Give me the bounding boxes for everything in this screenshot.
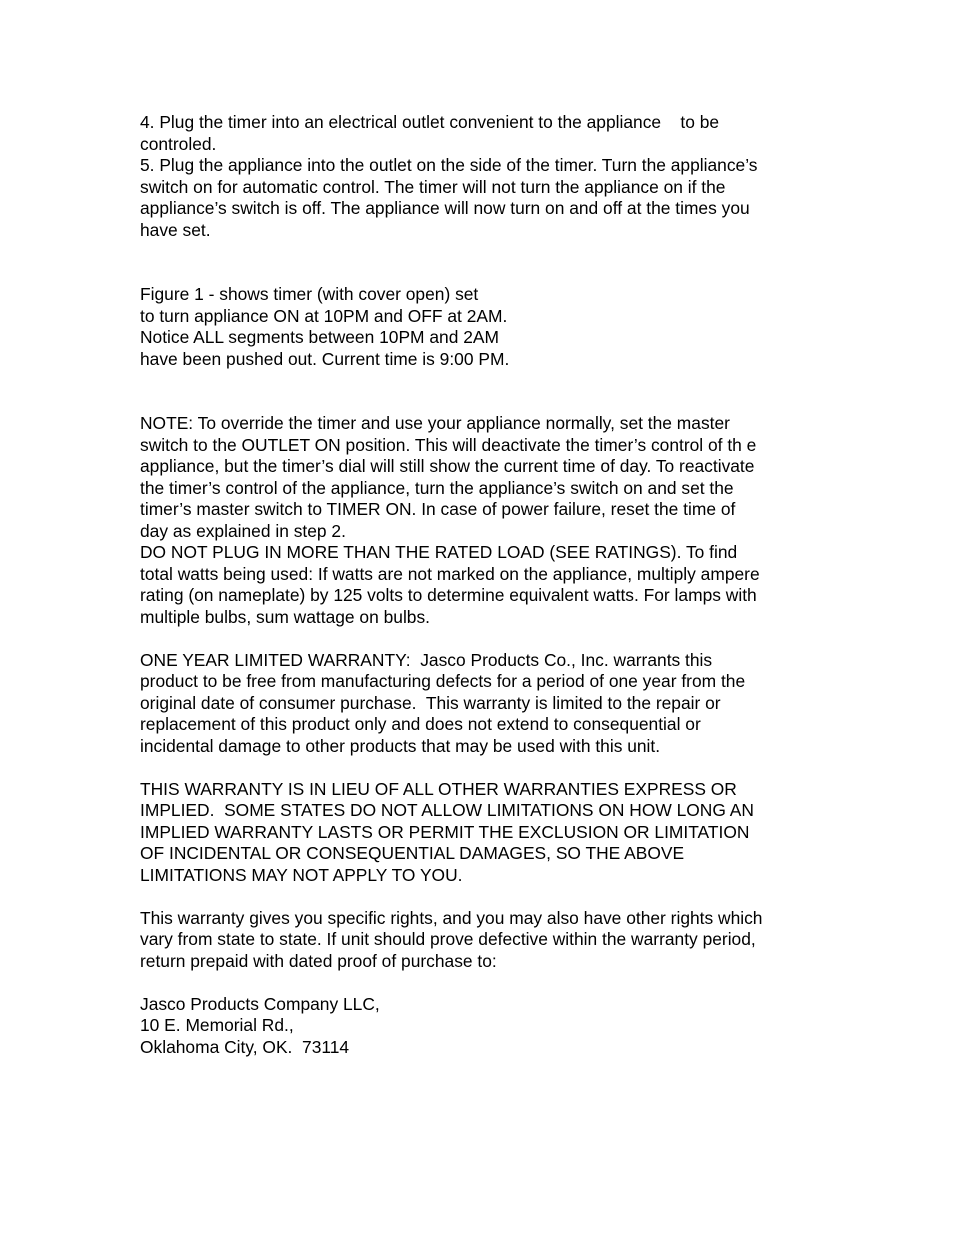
- spacer: [140, 241, 830, 284]
- document-body: [140, 112, 830, 1058]
- text-line: product to be free from manufacturing defects for a period of one year from the: [140, 671, 746, 691]
- text-line: IMPLIED. SOME STATES DO NOT ALLOW LIMITATIONS ON HOW LONG AN: [140, 800, 754, 820]
- text-line: This warranty gives you specific rights, and you may also have other rights which: [140, 907, 763, 928]
- text-line: switch on for automatic control. The timer will not turn the appliance on if the: [140, 176, 726, 197]
- text-line: multiple bulbs, sum wattage on bulbs.: [140, 606, 431, 627]
- text-line: to turn appliance ON at 10PM and OFF at 2AM.: [140, 305, 508, 326]
- text-line: OF INCIDENTAL OR CONSEQUENTIAL DAMAGES, SO THE ABOVE: [140, 843, 685, 863]
- text-line: appliance’s switch is off. The appliance will now turn on and off at the times you: [140, 198, 750, 218]
- text-line: return prepaid with dated proof of purchase to:: [140, 950, 497, 971]
- text-line: the timer’s control of the appliance, turn the appliance’s switch on and set the: [140, 477, 734, 498]
- spacer: [140, 886, 830, 908]
- warranty-paragraph: [140, 650, 830, 758]
- text-line: Figure 1 - shows timer (with cover open) set: [140, 284, 479, 304]
- step-4-paragraph: [140, 112, 830, 155]
- disclaimer-paragraph: [140, 779, 830, 887]
- spacer: [140, 628, 830, 650]
- text-line: appliance, but the timer’s dial will still show the current time of day. To reactivate: [140, 456, 755, 476]
- load-warning-paragraph: [140, 542, 830, 628]
- text-line: original date of consumer purchase. This warranty is limited to the repair or: [140, 692, 721, 713]
- address-line: Oklahoma City, OK. 73114: [140, 1036, 350, 1057]
- note-paragraph: [140, 413, 830, 542]
- text-line: IMPLIED WARRANTY LASTS OR PERMIT THE EXCLUSION OR LIMITATION: [140, 821, 750, 842]
- text-line: NOTE: To override the timer and use your appliance normally, set the master: [140, 413, 730, 433]
- text-line: have set.: [140, 219, 211, 240]
- text-line: DO NOT PLUG IN MORE THAN THE RATED LOAD (SEE RATINGS). To find: [140, 542, 738, 562]
- figure-caption: [140, 284, 830, 370]
- text-line: incidental damage to other products that may be used with this unit.: [140, 735, 661, 756]
- spacer: [140, 370, 830, 413]
- text-line: Notice ALL segments between 10PM and 2AM: [140, 327, 499, 347]
- mailing-address: [140, 994, 830, 1059]
- text-line: LIMITATIONS MAY NOT APPLY TO YOU.: [140, 864, 463, 885]
- spacer: [140, 972, 830, 994]
- step-5-paragraph: [140, 155, 830, 241]
- text-line: 4. Plug the timer into an electrical outlet convenient to the appliance to be: [140, 112, 720, 132]
- text-line: timer’s master switch to TIMER ON. In case of power failure, reset the time of: [140, 499, 736, 519]
- text-line: replacement of this product only and does not extend to consequential or: [140, 714, 701, 734]
- text-line: total watts being used: If watts are not marked on the appliance, multiply ampere: [140, 563, 760, 584]
- text-line: vary from state to state. If unit should prove defective within the warranty period,: [140, 929, 756, 949]
- text-line: day as explained in step 2.: [140, 520, 346, 541]
- text-line: rating (on nameplate) by 125 volts to determine equivalent watts. For lamps with: [140, 585, 757, 605]
- text-line: ONE YEAR LIMITED WARRANTY: Jasco Products Co., Inc. warrants this: [140, 649, 713, 670]
- text-line: controled.: [140, 133, 217, 154]
- text-line: have been pushed out. Current time is 9:00 PM.: [140, 348, 510, 369]
- text-line: 5. Plug the appliance into the outlet on the side of the timer. Turn the appliance’s: [140, 155, 758, 175]
- rights-paragraph: [140, 908, 830, 973]
- address-line: 10 E. Memorial Rd.,: [140, 1015, 294, 1035]
- spacer: [140, 757, 830, 779]
- text-line: switch to the OUTLET ON position. This will deactivate the timer’s control of th e: [140, 434, 757, 455]
- text-line: THIS WARRANTY IS IN LIEU OF ALL OTHER WARRANTIES EXPRESS OR: [140, 778, 737, 799]
- address-line: Jasco Products Company LLC,: [140, 993, 380, 1014]
